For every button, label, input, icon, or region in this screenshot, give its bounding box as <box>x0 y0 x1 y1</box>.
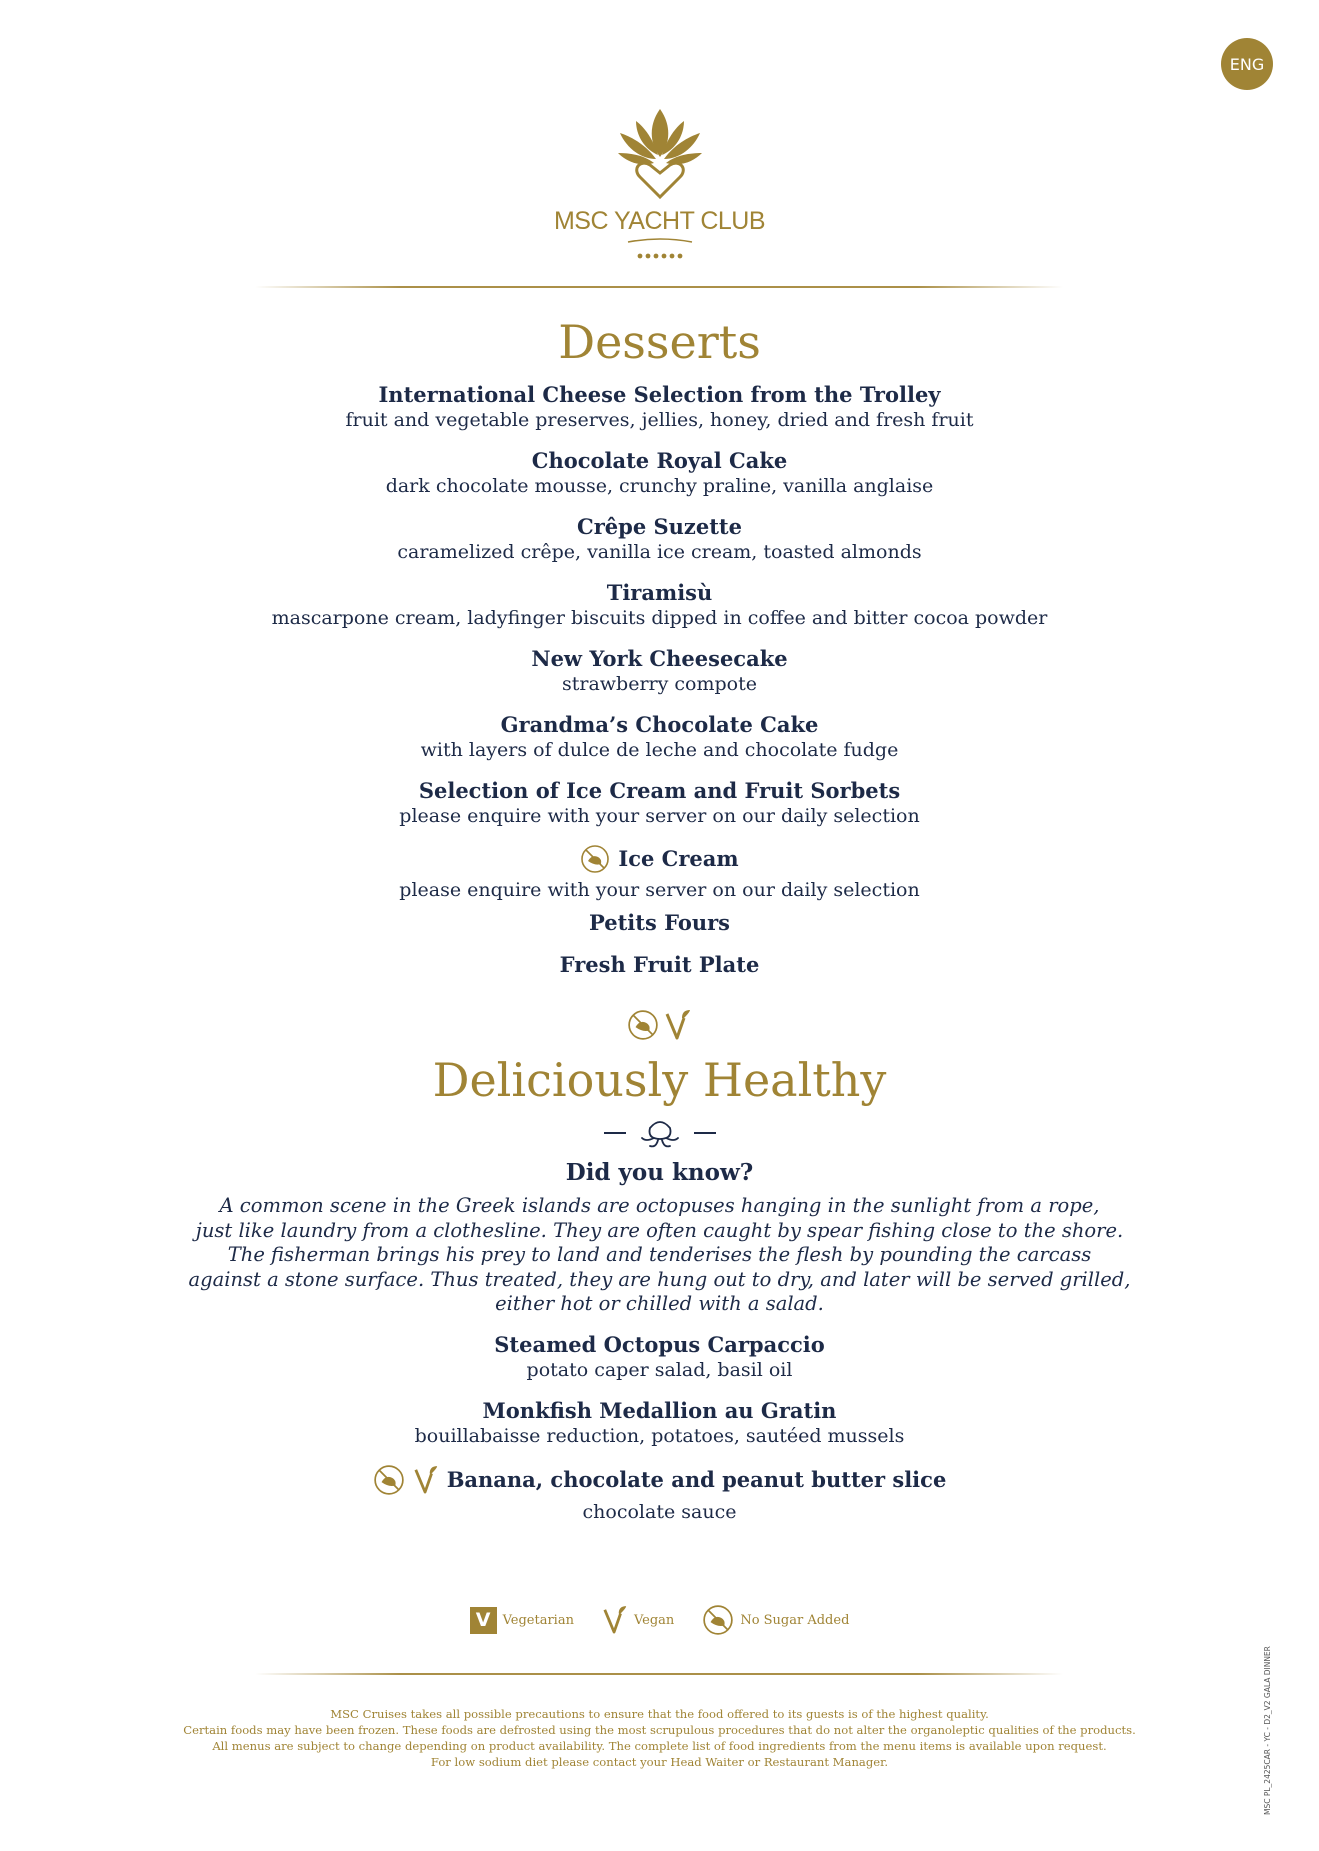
no-sugar-icon <box>580 844 610 874</box>
legend-label: No Sugar Added <box>740 1612 850 1628</box>
footer-line: MSC Cruises takes all possible precautions to ensure that the food offered to its guests is of the highest quality. <box>330 1707 989 1721</box>
legend-vegan <box>602 1604 674 1636</box>
did-you-know-box <box>0 1158 1319 1317</box>
fact-body <box>0 1194 1319 1317</box>
dish-name: New York Cheesecake <box>531 646 788 671</box>
vegan-icon <box>664 1008 692 1042</box>
legend-label: Vegan <box>633 1612 675 1628</box>
octopus-ornament <box>0 1116 1319 1154</box>
dish-name: Banana, chocolate and peanut butter slice <box>446 1467 947 1492</box>
fact-line: against a stone surface. Thus treated, they are hung out to dry, and later will be served grilled, <box>188 1267 1131 1291</box>
dish-name-row <box>580 844 738 874</box>
footer-line: For low sodium diet please contact your Head Waiter or Restaurant Manager. <box>430 1755 889 1769</box>
menu-item <box>0 778 1319 844</box>
dish-description: please enquire with your server on our daily selection <box>399 879 920 901</box>
dish-name: Selection of Ice Cream and Fruit Sorbets <box>418 778 901 803</box>
logo-dots-ornament-icon <box>620 236 700 264</box>
menu-item <box>0 910 1319 952</box>
top-divider <box>255 286 1063 288</box>
menu-item <box>0 580 1319 646</box>
vegan-icon <box>413 1464 439 1496</box>
menu-item <box>0 1332 1319 1398</box>
bottom-divider <box>255 1673 1063 1675</box>
legend-label: Vegetarian <box>502 1612 574 1628</box>
dish-description: strawberry compote <box>562 673 757 695</box>
vegetarian-icon: V <box>470 1607 497 1634</box>
menu-item <box>0 952 1319 994</box>
dish-name: Petits Fours <box>588 910 731 935</box>
dish-name: Steamed Octopus Carpaccio <box>494 1332 825 1357</box>
menu-code: MSC PL_2425CAR - YC - D2_V2 GALA DINNER <box>1263 1646 1272 1815</box>
dietary-legend <box>0 1604 1319 1636</box>
footer-line: All menus are subject to change depending on product availability. The complete list of food ingredients from the menu items is available upon request. <box>212 1739 1107 1753</box>
menu-item <box>0 448 1319 514</box>
menu-item <box>0 1398 1319 1464</box>
brand-logo <box>0 105 1319 264</box>
menu-item <box>0 514 1319 580</box>
dish-description: chocolate sauce <box>582 1501 737 1523</box>
legend-no-sugar <box>702 1604 849 1636</box>
dish-description: fruit and vegetable preserves, jellies, honey, dried and fresh fruit <box>345 409 974 431</box>
menu-item <box>0 1464 1319 1530</box>
dish-name: Chocolate Royal Cake <box>531 448 788 473</box>
dish-description: mascarpone cream, ladyfinger biscuits dipped in coffee and bitter cocoa powder <box>271 607 1048 629</box>
footer-line: Certain foods may have been frozen. These foods are defrosted using the most scrupulous procedures that do not alter the organoleptic qualities of the products. <box>183 1723 1136 1737</box>
dish-name: Monkfish Medallion au Gratin <box>482 1398 837 1423</box>
footer-disclaimer <box>0 1706 1319 1770</box>
menu-item <box>0 382 1319 448</box>
menu-item <box>0 712 1319 778</box>
dish-description: please enquire with your server on our daily selection <box>399 805 920 827</box>
desserts-title: Desserts <box>558 315 761 369</box>
healthy-title: Deliciously Healthy <box>432 1053 887 1107</box>
healthy-menu <box>0 1332 1319 1530</box>
fact-line: The fisherman brings his prey to land and tenderises the flesh by pounding the carcass <box>227 1243 1092 1267</box>
dish-description: caramelized crêpe, vanilla ice cream, toasted almonds <box>397 541 922 563</box>
octopus-ornament-icon <box>600 1116 720 1150</box>
dish-description: potato caper salad, basil oil <box>526 1359 793 1381</box>
no-sugar-icon <box>627 1009 659 1041</box>
no-sugar-icon <box>702 1604 734 1636</box>
dish-name: International Cheese Selection from the Trolley <box>378 382 941 407</box>
healthy-section-icons <box>0 1008 1319 1042</box>
menu-item <box>0 646 1319 712</box>
dish-name: Tiramisù <box>606 580 713 605</box>
dish-name: Fresh Fruit Plate <box>559 952 760 977</box>
no-sugar-icon <box>373 1464 405 1496</box>
fact-line: A common scene in the Greek islands are octopuses hanging in the sunlight from a rope, <box>219 1194 1100 1217</box>
dish-name: Grandma’s Chocolate Cake <box>500 712 819 737</box>
menu-item <box>0 844 1319 910</box>
vegan-icon <box>602 1604 628 1636</box>
dish-description: bouillabaisse reduction, potatoes, sautéed mussels <box>414 1425 905 1447</box>
fact-line: either hot or chilled with a salad. <box>495 1292 824 1316</box>
dish-description: with layers of dulce de leche and chocolate fudge <box>420 739 899 761</box>
lotus-heart-logo-icon <box>614 105 706 201</box>
language-badge[interactable]: ENG <box>1221 38 1273 90</box>
dish-description: dark chocolate mousse, crunchy praline, vanilla anglaise <box>385 475 934 497</box>
dish-name: Ice Cream <box>618 846 739 871</box>
brand-name: MSC YACHT CLUB <box>553 207 766 235</box>
dish-name-row <box>373 1464 947 1496</box>
dish-name: Crêpe Suzette <box>577 514 742 539</box>
fact-line: just like laundry from a clothesline. They are often caught by spear fishing close to the shore. <box>195 1218 1124 1242</box>
legend-vegetarian <box>470 1607 574 1634</box>
fact-title: Did you know? <box>565 1159 754 1186</box>
desserts-menu <box>0 382 1319 994</box>
